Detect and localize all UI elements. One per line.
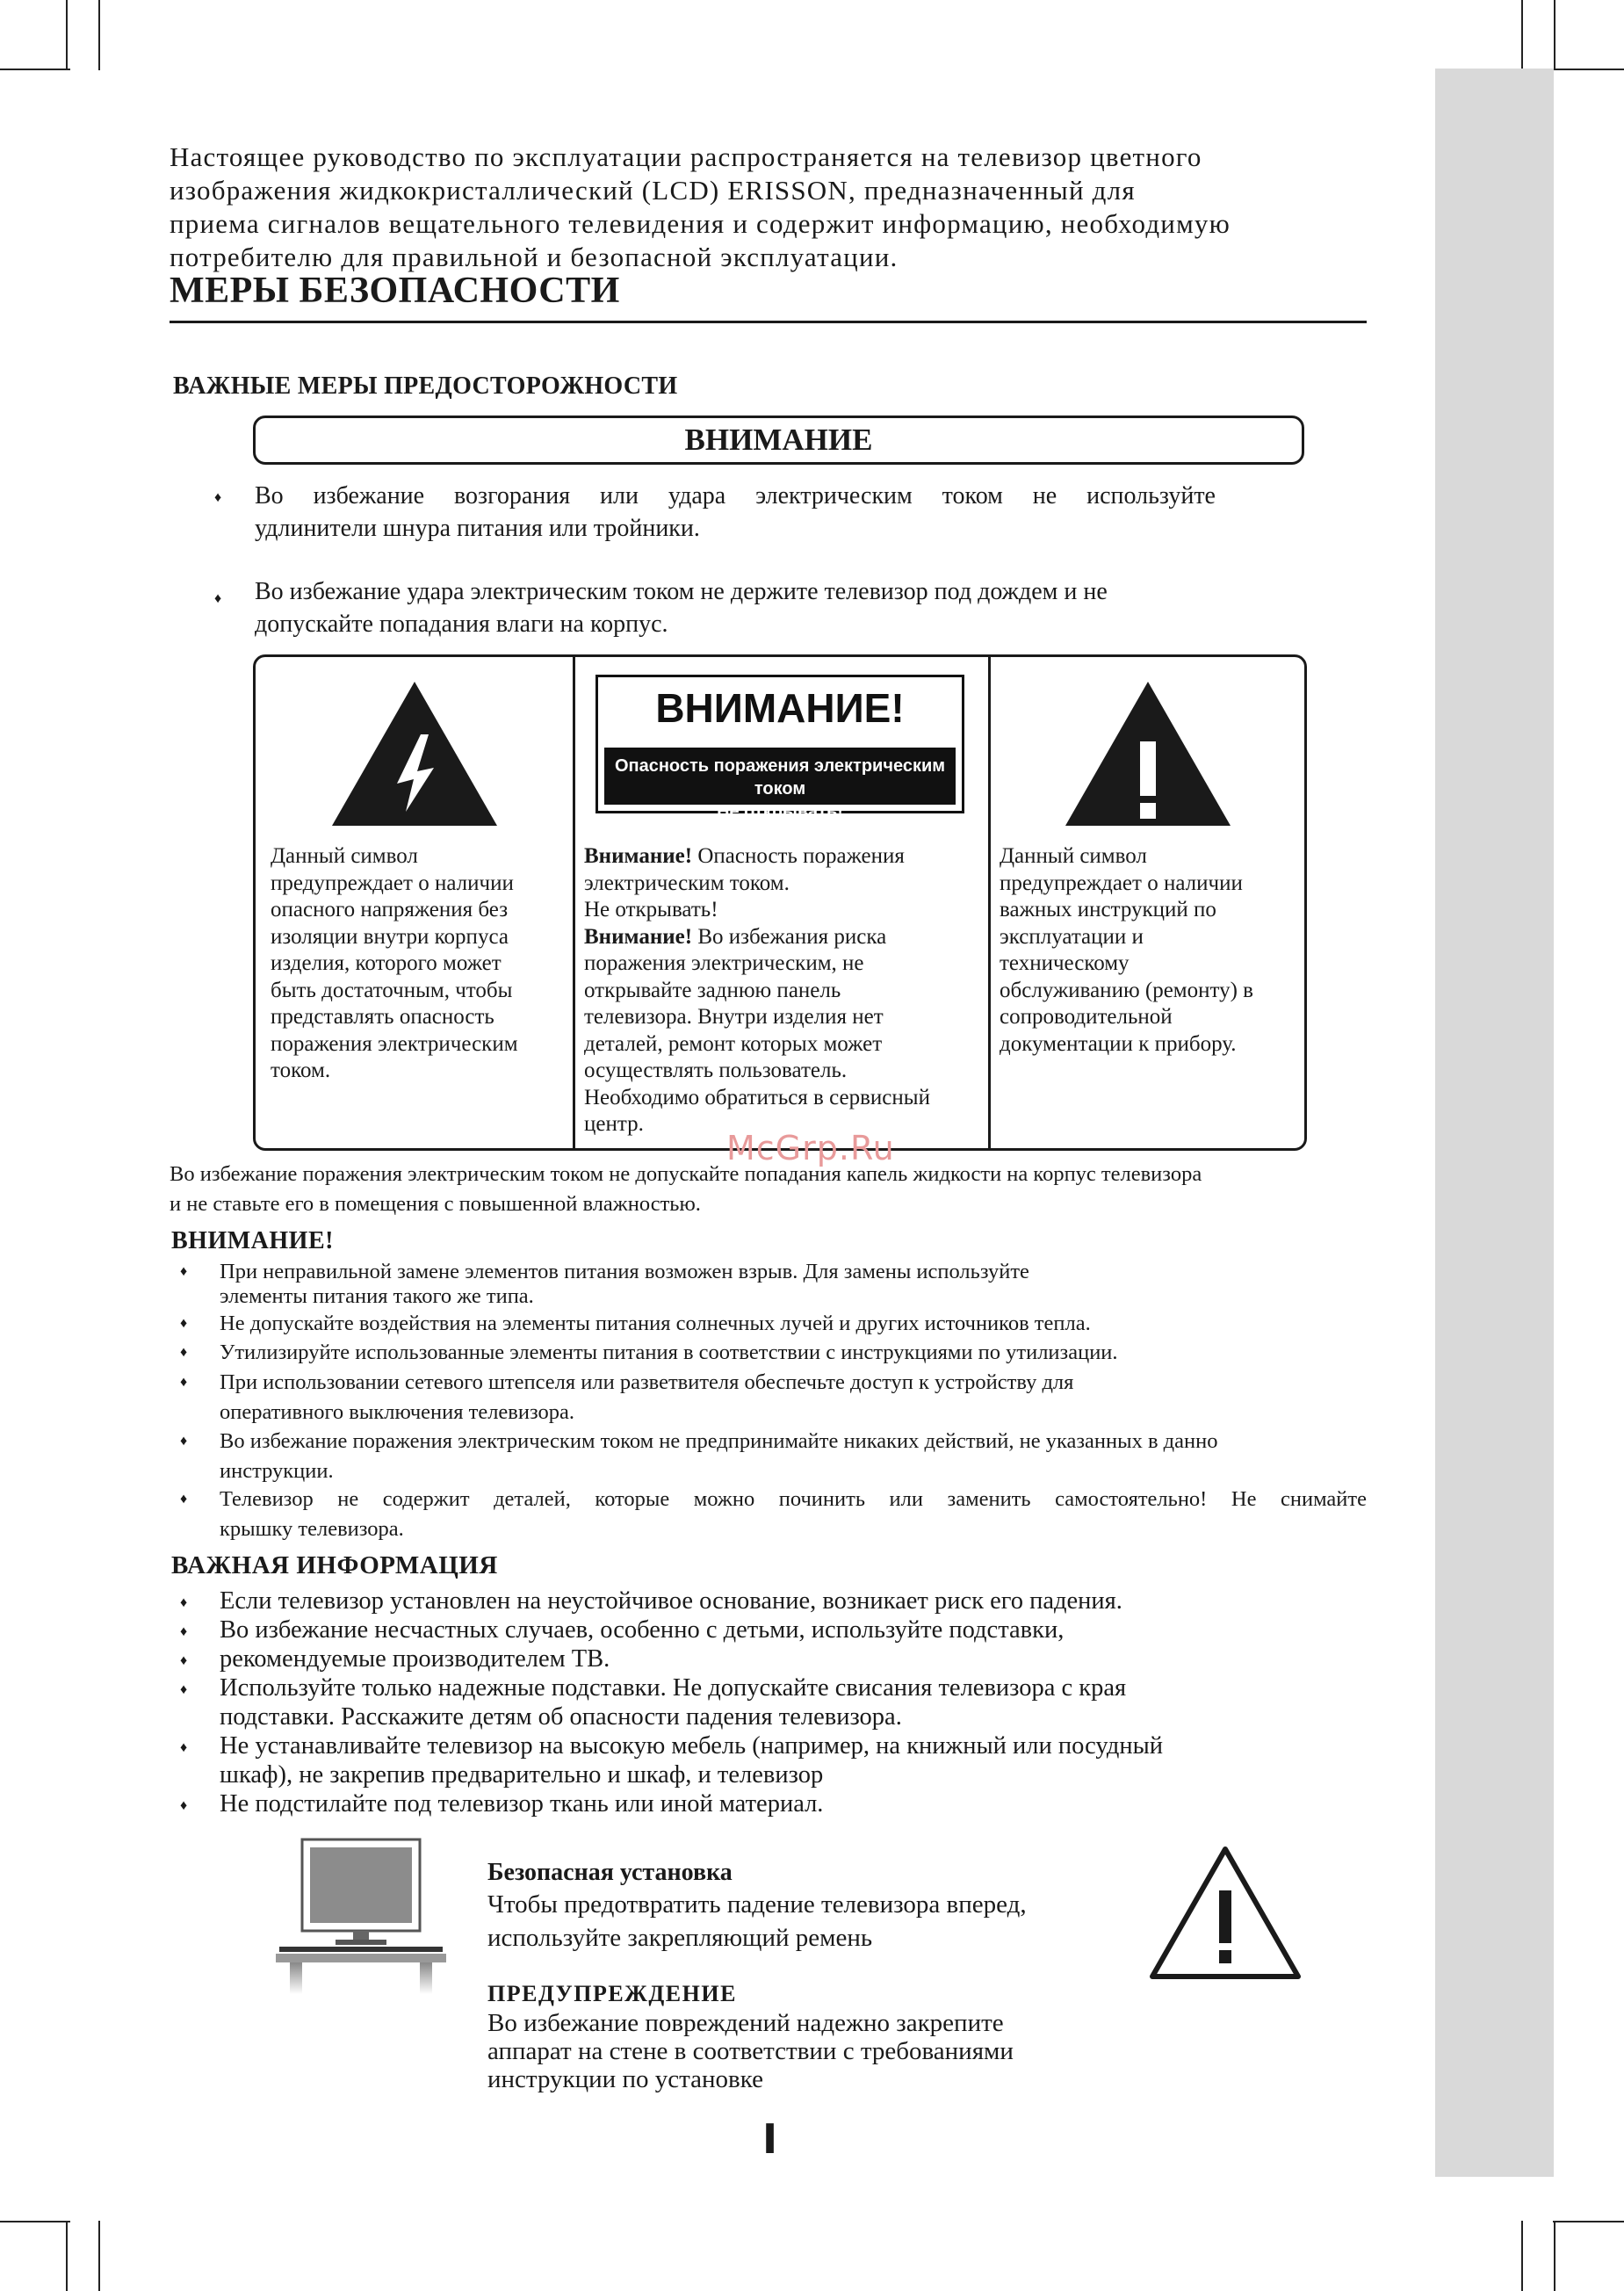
bullet-icon: ♦: [180, 1653, 188, 1668]
table-divider: [988, 657, 991, 1148]
safe-install-heading: Безопасная установка: [487, 1859, 733, 1886]
list-item: ♦ Не допускайте воздействия на элементы питания солнечных лучей и других источников тепла.: [220, 1309, 1367, 1339]
intro-line: изображения жидкокристаллический (LCD) ERISSON, предназначенный для: [170, 175, 1136, 206]
exclamation-warning-icon: [1149, 1845, 1302, 1980]
crop-mark: [1554, 2221, 1555, 2291]
list-item: ♦ Утилизируйте использованные элементы питания в соответствии с инструкциями по утилизации.: [220, 1338, 1367, 1368]
bullet-icon: ♦: [180, 1264, 188, 1279]
exclamation-symbol-description: Данный символ предупреждает о наличии важных инструкций по эксплуатации и техническому обслуживанию (ремонту) в сопроводительной документации к прибору.: [1000, 844, 1253, 1056]
bullet-icon: ♦: [180, 1798, 188, 1813]
intro-line: потребителю для правильной и безопасной эксплуатации.: [170, 242, 899, 272]
intro-line: Настоящее руководство по эксплуатации распространяется на телевизор цветного: [170, 141, 1202, 172]
warning-bullet: [214, 480, 1216, 545]
bullet-icon: ♦: [180, 1375, 188, 1390]
list-item: ♦ рекомендуемые производителем ТВ.: [220, 1644, 1367, 1673]
list-item: ♦ Не подстилайте под телевизор ткань или иной материал.: [220, 1789, 1367, 1818]
exclamation-warning-icon: [1064, 680, 1232, 829]
bullet-line: удлинители шнура питания или тройники.: [255, 515, 700, 542]
crop-mark: [1553, 69, 1624, 70]
list-item: ♦ Не устанавливайте телевизор на высокую мебель (например, на книжный или посудный шкаф), не закрепив предварительно и шкаф, и телевизор: [180, 1732, 1163, 1789]
bullet-icon: ♦: [214, 490, 222, 505]
bullet-icon: ♦: [180, 1316, 188, 1331]
bullet-icon: ♦: [180, 1345, 188, 1360]
list-item: ♦ При использовании сетевого штепселя или разветвителя обеспечьте доступ к устройству для оперативного выключения телевизора.: [220, 1368, 1367, 1427]
sticker-title: ВНИМАНИЕ!: [655, 685, 905, 731]
crop-mark: [1553, 2221, 1624, 2222]
intro-line: приема сигналов вещательного телевидения и содержит информацию, необходимую: [170, 208, 1231, 239]
caution-description: Внимание! Опасность поражения электрическим током. Не открывать! Внимание! Во избежания риска поражения электрическим, не открывайте заднюю панель телевизора. Внутри изделия нет деталей, ремонт которых может осуществлять пользователь. Необходимо обратиться в сервисный центр.: [584, 844, 930, 1136]
page-edge-tab: [1435, 69, 1554, 2177]
crop-mark: [0, 2221, 70, 2222]
list-item: ♦ Телевизор не содержит деталей, которые можно починить или заменить самостоятельно! Не снимайте крышку телевизора.: [220, 1485, 1367, 1544]
moisture-note: Во избежание поражения электрическим током не допускайте попадания капель жидкости на корпус телевизора и не ставьте его в помещения с повышенной влажностью.: [170, 1162, 1202, 1216]
crop-mark: [66, 0, 68, 70]
bullet-line: Во избежание удара электрическим током не держите телевизор под дождем и не: [255, 578, 1108, 605]
important-info-heading: ВАЖНАЯ ИНФОРМАЦИЯ: [171, 1551, 498, 1579]
warning-bullet: [214, 575, 1268, 640]
table-divider: [573, 657, 575, 1148]
lightning-symbol-description: Данный символ предупреждает о наличии опасного напряжения без изоляции внутри корпуса изделия, которого может быть достаточным, чтобы представлять опасность поражения электрическим током.: [271, 844, 518, 1082]
attention-heading: ВНИМАНИЕ!: [171, 1227, 334, 1254]
list-item: ♦ При неправильной замене элементов питания возможен взрыв. Для замены используйте элементы питания такого же типа.: [220, 1257, 1367, 1312]
list-item: ♦ Во избежание поражения электрическим током не предпринимайте никаких действий, не указанных в данно инструкции.: [220, 1427, 1367, 1486]
bullet-icon: ♦: [180, 1624, 188, 1639]
page-number: I: [762, 2115, 778, 2163]
bullet-line: допускайте попадания влаги на корпус.: [255, 611, 668, 638]
crop-mark: [98, 0, 100, 70]
title-divider: [170, 321, 1367, 323]
watermark: McGrp.Ru: [726, 1129, 895, 1167]
sticker-band: Опасность поражения электрическим током Не открывать!: [604, 748, 956, 805]
tv-on-stand-illustration: [274, 1838, 448, 1994]
lightning-warning-icon: [330, 680, 499, 829]
bullet-icon: ♦: [180, 1492, 188, 1507]
warning-banner: ВНИМАНИЕ: [253, 416, 1304, 465]
list-item: ♦ Если телевизор установлен на неустойчивое основание, возникает риск его падения.: [220, 1586, 1367, 1615]
bullet-icon: ♦: [214, 591, 222, 606]
bullet-icon: ♦: [180, 1434, 188, 1449]
bullet-icon: ♦: [180, 1595, 188, 1610]
intro-paragraph: [170, 141, 1382, 274]
crop-mark: [66, 2221, 68, 2291]
list-item: ♦ Во избежание несчастных случаев, особенно с детьми, используйте подставки,: [220, 1615, 1367, 1644]
safe-install-block: Безопасная установка Чтобы предотвратить падение телевизора вперед, используйте закрепляющий ремень: [487, 1858, 1120, 1955]
list-item: ♦ Используйте только надежные подставки. Не допускайте свисания телевизора с края подставки. Расскажите детям об опасности падения телевизора.: [180, 1674, 1127, 1731]
page-title: МЕРЫ БЕЗОПАСНОСТИ: [170, 271, 620, 311]
crop-mark: [98, 2221, 100, 2291]
caution-sticker: [595, 675, 964, 821]
caution-block: ПРЕДУПРЕЖДЕНИЕ Во избежание повреждений надежно закрепите аппарат на стене в соответствии с требованиями инструкции по установке: [487, 1979, 1120, 2093]
crop-mark: [1521, 0, 1523, 70]
caution-heading: ПРЕДУПРЕЖДЕНИЕ: [487, 1981, 737, 2006]
section-subheading: ВАЖНЫЕ МЕРЫ ПРЕДОСТОРОЖНОСТИ: [173, 372, 678, 400]
bullet-icon: ♦: [180, 1740, 188, 1755]
bullet-icon: ♦: [180, 1682, 188, 1697]
bullet-line: Во избежание возгорания или удара электрическим током не используйте: [255, 482, 1216, 510]
crop-mark: [0, 69, 70, 70]
crop-mark: [1554, 0, 1555, 70]
crop-mark: [1521, 2221, 1523, 2291]
